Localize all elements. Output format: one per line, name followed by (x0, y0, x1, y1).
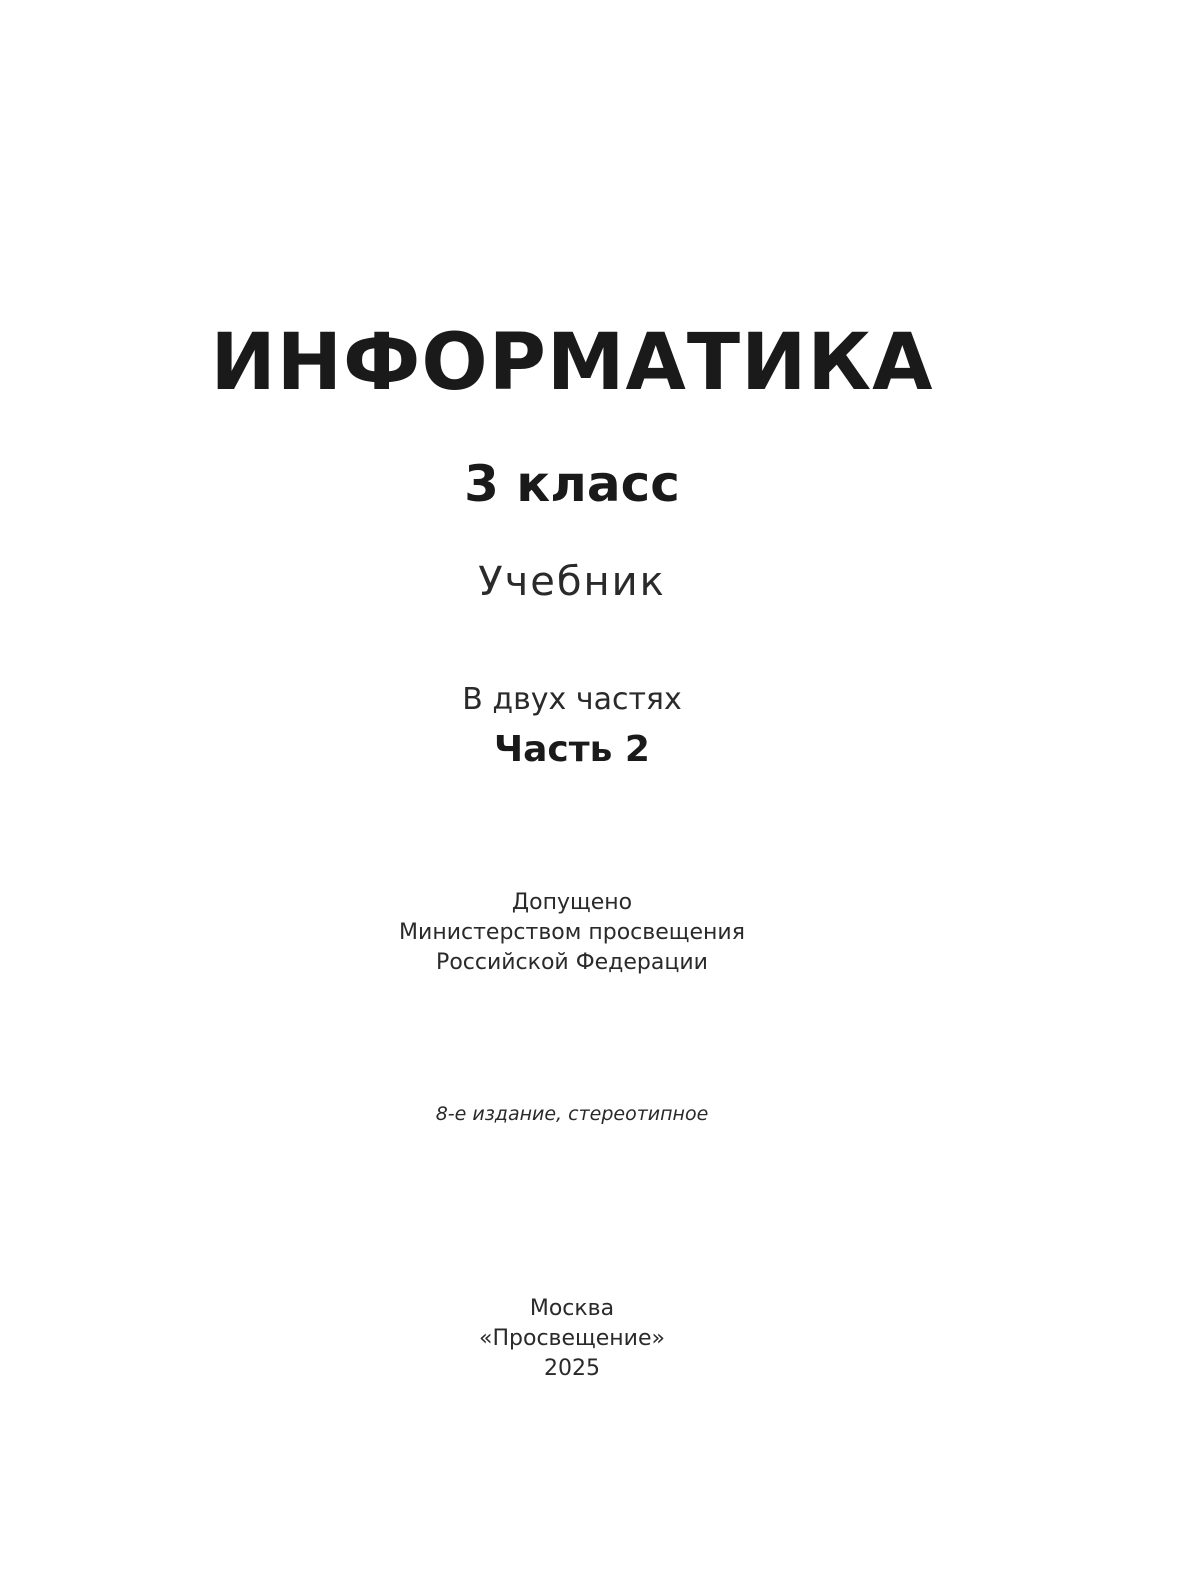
book-type: Учебник (478, 559, 666, 605)
imprint-city: Москва (529, 1296, 615, 1321)
edition-note: 8-е издание, стереотипное (435, 1103, 709, 1125)
imprint (0, 1294, 1144, 1384)
grade-label: 3 класс (464, 455, 680, 513)
part-number: Часть 2 (494, 729, 650, 770)
approval-line-1: Допущено (511, 890, 633, 915)
imprint-year: 2025 (544, 1356, 600, 1381)
approval-line-2: Министерством просвещения (399, 920, 745, 945)
book-title: ИНФОРМАТИКА (210, 318, 934, 408)
imprint-publisher: «Просвещение» (479, 1326, 665, 1351)
approval-line-3: Российской Федерации (436, 950, 708, 975)
parts-note: В двух частях (462, 682, 682, 717)
approval-statement (0, 888, 1144, 978)
